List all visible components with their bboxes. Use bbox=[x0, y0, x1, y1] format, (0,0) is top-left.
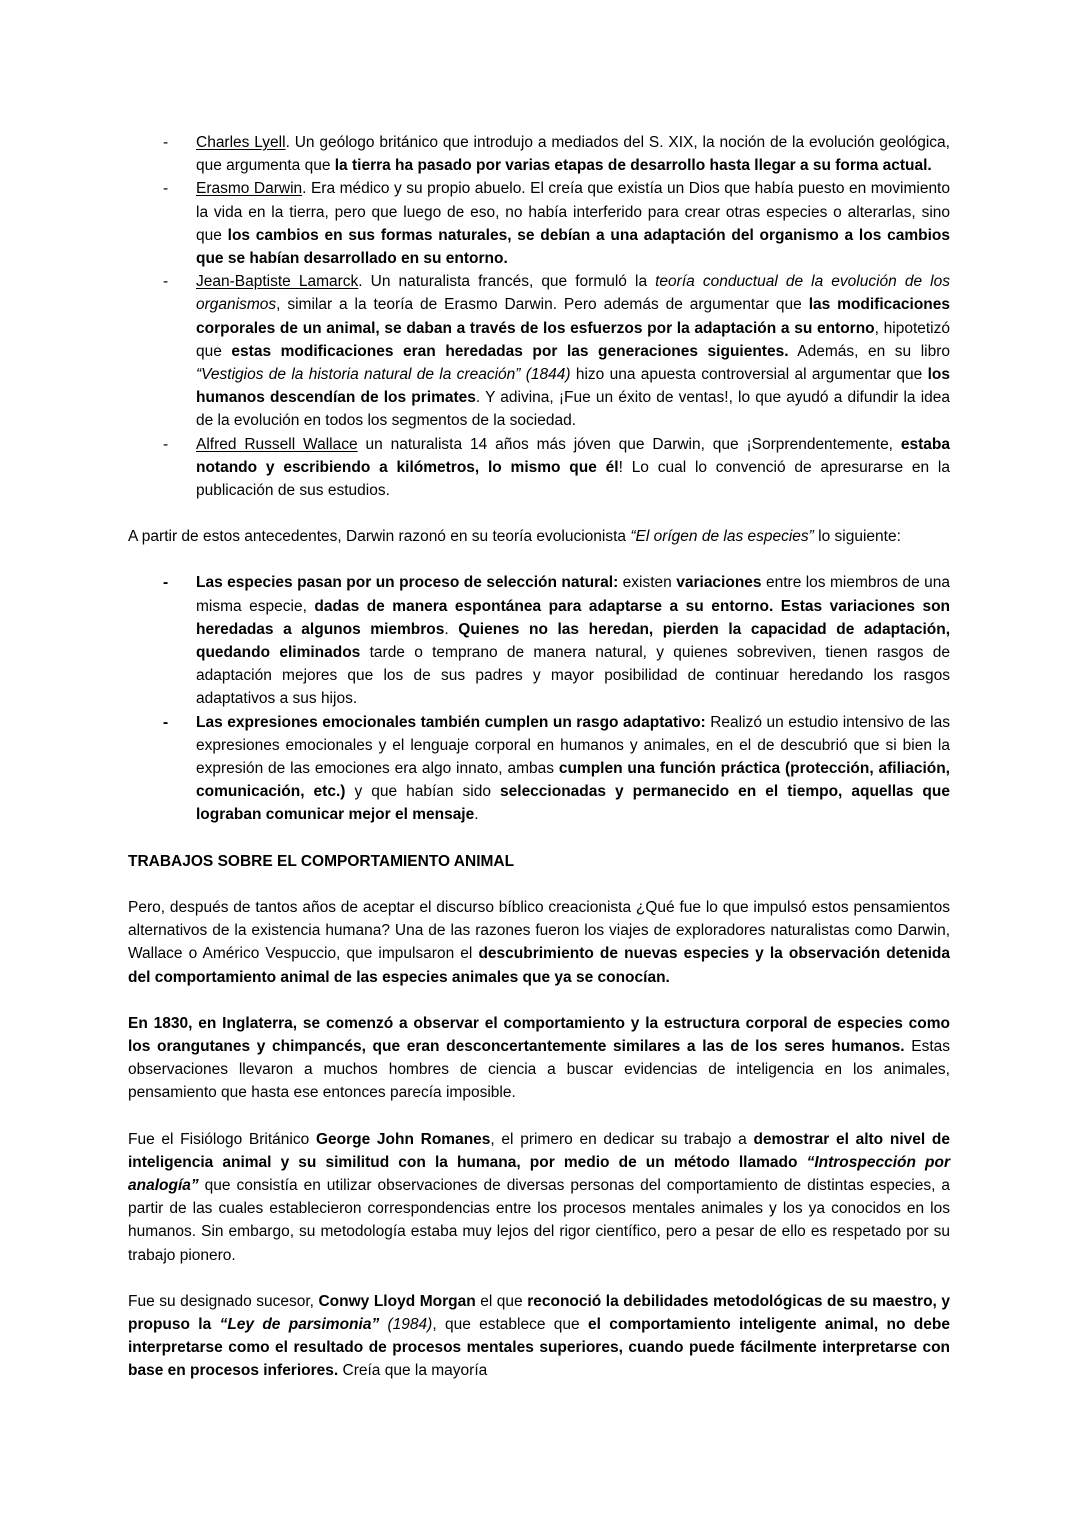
bullet-jean-baptiste-lamarck-text-run: Jean-Baptiste Lamarck bbox=[196, 273, 359, 291]
paragraph-lloyd-morgan-text-run: el comportamiento inteligente animal, no debe interpretarse como el resultado de procesos mentales superiores, cuando puede fácilmente interpretarse con base en procesos inferiores. bbox=[128, 1315, 950, 1380]
paragraph-george-romanes-text-run: Fue el Fisiólogo Británico bbox=[128, 1130, 316, 1148]
paragraph-lloyd-morgan-text-run: (1984) bbox=[379, 1315, 433, 1333]
bullet-marker: - bbox=[163, 713, 169, 731]
paragraph-lloyd-morgan-text-run: Fue su designado sucesor, bbox=[128, 1292, 319, 1310]
paragraph-lloyd-morgan-text-run: reconoció la debilidades metodológicas de su maestro, y propuso la bbox=[128, 1292, 950, 1333]
bullet-jean-baptiste-lamarck-text-run: . Un naturalista francés, que formuló la bbox=[358, 273, 656, 291]
bullet-marker: - bbox=[163, 273, 169, 291]
paragraph-lloyd-morgan-text-run: “Ley de parsimonia” bbox=[219, 1315, 380, 1333]
paragraph-lloyd-morgan-text-run: Conwy Lloyd Morgan bbox=[318, 1292, 476, 1310]
bullet-jean-baptiste-lamarck-text-run: teoría conductual de la evolución de los organismos bbox=[196, 273, 950, 314]
bullet-charles-lyell-text-run: Charles Lyell bbox=[196, 134, 286, 151]
paragraph-naturalist-voyages bbox=[128, 896, 950, 989]
bullet-natural-selection-text-run: . bbox=[444, 620, 459, 638]
bullet-charles-lyell bbox=[128, 131, 950, 177]
paragraph-darwin-theory-intro-text-run: A partir de estos antecedentes, Darwin razonó en su teoría evolucionista bbox=[128, 528, 631, 546]
bullet-jean-baptiste-lamarck-text-run: Además, en su libro bbox=[788, 342, 950, 360]
paragraph-naturalist-voyages-text-run: Pero, después de tantos años de aceptar el discurso bíblico creacionista ¿Qué fue lo que impulsó estos pensamientos alternativos de la existencia humana? Una de las razones fueron los viajes de exploradores naturalistas como Darwin, Wallace o Américo Vespuccio, que impulsaron el bbox=[128, 898, 950, 963]
bullet-jean-baptiste-lamarck-text-run: estas modificaciones eran heredadas por las generaciones siguientes. bbox=[231, 342, 789, 360]
bullet-erasmo-darwin-text-run: los cambios en sus formas naturales, se debían a una adaptación del organismo a los cambios que se habían desarrollado en su entorno. bbox=[196, 226, 950, 268]
paragraph-george-romanes-text-run: George John Romanes bbox=[315, 1130, 491, 1148]
bullet-jean-baptiste-lamarck bbox=[128, 270, 950, 432]
bullet-natural-selection bbox=[128, 571, 950, 710]
bullet-marker: - bbox=[163, 574, 169, 592]
paragraph-george-romanes-text-run: “Introspección por analogía” bbox=[128, 1153, 951, 1194]
bullet-charles-lyell-text-run: . Un geólogo británico que introdujo a mediados del S. XIX, la noción de la evolución geológica, que argumenta que bbox=[196, 134, 950, 175]
precursors-list bbox=[128, 131, 950, 502]
paragraph-1830-england-text-run: Estas observaciones llevaron a muchos hombres de ciencia a buscar evidencias de inteligencia en los animales, pensamiento que hasta ese entonces parecía imposible. bbox=[128, 1037, 951, 1102]
paragraph-george-romanes bbox=[128, 1128, 950, 1267]
paragraph-lloyd-morgan bbox=[128, 1290, 950, 1383]
heading-animal-behavior bbox=[128, 850, 950, 873]
bullet-natural-selection-text-run: entre los miembros de una misma especie, bbox=[196, 574, 950, 615]
paragraph-george-romanes-text-run: demostrar el alto nivel de inteligencia animal y su similitud con la humana, por medio de un método llamado bbox=[128, 1130, 950, 1171]
document-body bbox=[128, 131, 950, 1383]
bullet-jean-baptiste-lamarck-text-run: “Vestigios de la historia natural de la creación” (1844) bbox=[196, 366, 571, 384]
bullet-emotional-expressions-text-run: Realizó un estudio intensivo de las expresiones emocionales y el lenguaje corporal en humanos y animales, en el de descubrió que si bien la expresión de las emociones era algo innato, ambas bbox=[196, 713, 950, 778]
paragraph-lloyd-morgan-text-run: , que establece que bbox=[432, 1315, 588, 1333]
bullet-natural-selection-text-run: Quienes no las heredan, pierden la capacidad de adaptación, quedando eliminados bbox=[196, 620, 951, 662]
paragraph-lloyd-morgan-text-run: Creía que la mayoría bbox=[338, 1362, 488, 1380]
bullet-natural-selection-text-run: Las especies pasan por un proceso de selección natural: bbox=[196, 574, 619, 592]
bullet-jean-baptiste-lamarck-text-run: , hipotetizó que bbox=[196, 319, 950, 360]
bullet-natural-selection-text-run: existen bbox=[618, 574, 677, 592]
bullet-emotional-expressions-text-run: cumplen una función práctica (protección, afiliación, comunicación, etc.) bbox=[196, 760, 950, 801]
bullet-natural-selection-text-run: dadas de manera espontánea para adaptarse a su entorno. Estas variaciones son heredadas a algunos miembros bbox=[196, 597, 951, 638]
bullet-emotional-expressions bbox=[128, 711, 950, 827]
paragraph-george-romanes-text-run: que consistía en utilizar observaciones de diversas personas del comportamiento de distintas especies, a partir de las cuales establecieron correspondencias entre los procesos mentales animales y los ya conocidos en los humanos. Sin embargo, su metodología estaba muy lejos del rigor científico, pero a pesar de ello es respetado por su trabajo pionero. bbox=[128, 1176, 950, 1264]
bullet-jean-baptiste-lamarck-text-run: los humanos descendían de los primates bbox=[196, 366, 951, 407]
paragraph-darwin-theory-intro-text-run: lo siguiente: bbox=[813, 528, 901, 546]
bullet-alfred-russell-wallace-text-run: ! Lo cual lo convenció de apresurarse en la publicación de sus estudios. bbox=[196, 458, 950, 500]
bullet-emotional-expressions-text-run: seleccionadas y permanecido en el tiempo, aquellas que lograban comunicar mejor el mensaje bbox=[196, 783, 950, 824]
darwin-theory-list bbox=[128, 571, 950, 826]
bullet-marker: - bbox=[163, 134, 169, 151]
bullet-natural-selection-text-run: tarde o temprano de manera natural, y quienes sobreviven, tienen rasgos de adaptación mejores que los de sus padres y mayor posibilidad de continuar heredando los rasgos adaptativos a sus hijos. bbox=[196, 644, 951, 708]
heading-animal-behavior-text-run: TRABAJOS SOBRE EL COMPORTAMIENTO ANIMAL bbox=[128, 852, 515, 870]
bullet-emotional-expressions-text-run: y que habían sido bbox=[345, 783, 501, 801]
bullet-alfred-russell-wallace-text-run: estaba notando y escribiendo a kilómetros, lo mismo que él bbox=[196, 435, 950, 476]
bullet-jean-baptiste-lamarck-text-run: las modificaciones corporales de un animal, se daban a través de los esfuerzos por la adaptación a su entorno bbox=[196, 296, 950, 337]
bullet-alfred-russell-wallace bbox=[128, 433, 950, 503]
paragraph-1830-england bbox=[128, 1012, 950, 1105]
bullet-marker: - bbox=[163, 180, 169, 198]
bullet-emotional-expressions-text-run: Las expresiones emocionales también cumplen un rasgo adaptativo: bbox=[196, 713, 706, 731]
bullet-natural-selection-text-run: variaciones bbox=[676, 574, 762, 592]
bullet-emotional-expressions-text-run: . bbox=[474, 806, 479, 824]
paragraph-darwin-theory-intro-text-run: “El orígen de las especies” bbox=[630, 528, 814, 546]
bullet-jean-baptiste-lamarck-text-run: hizo una apuesta controversial al argumentar que bbox=[570, 366, 928, 384]
paragraph-1830-england-text-run: En 1830, en Inglaterra, se comenzó a observar el comportamiento y la estructura corporal de especies como los orangutanes y chimpancés, que eran desconcertantemente similares a las de los seres humanos. bbox=[128, 1014, 950, 1055]
paragraph-george-romanes-text-run: , el primero en dedicar su trabajo a bbox=[490, 1130, 754, 1148]
bullet-marker: - bbox=[163, 435, 169, 453]
bullet-erasmo-darwin bbox=[128, 177, 950, 270]
bullet-alfred-russell-wallace-text-run: un naturalista 14 años más jóven que Darwin, que ¡Sorprendentemente, bbox=[357, 435, 901, 453]
bullet-jean-baptiste-lamarck-text-run: . Y adivina, ¡Fue un éxito de ventas!, lo que ayudó a difundir la idea de la evolución en todos los segmentos de la sociedad. bbox=[196, 389, 950, 430]
bullet-erasmo-darwin-text-run: . Era médico y su propio abuelo. El creía que existía un Dios que había puesto en movimiento la vida en la tierra, pero que luego de eso, no había interferido para crear otras especies o alterarlas, sino que bbox=[196, 180, 950, 244]
bullet-alfred-russell-wallace-text-run: Alfred Russell Wallace bbox=[196, 435, 358, 453]
paragraph-darwin-theory-intro bbox=[128, 525, 950, 548]
paragraph-lloyd-morgan-text-run: el que bbox=[475, 1292, 528, 1310]
bullet-charles-lyell-text-run: la tierra ha pasado por varias etapas de desarrollo hasta llegar a su forma actual. bbox=[334, 157, 932, 175]
paragraph-naturalist-voyages-text-run: descubrimiento de nuevas especies y la observación detenida del comportamiento animal de las especies animales que ya se conocían. bbox=[128, 945, 951, 986]
bullet-jean-baptiste-lamarck-text-run: , similar a la teoría de Erasmo Darwin. Pero además de argumentar que bbox=[276, 296, 809, 314]
bullet-erasmo-darwin-text-run: Erasmo Darwin bbox=[196, 180, 303, 198]
